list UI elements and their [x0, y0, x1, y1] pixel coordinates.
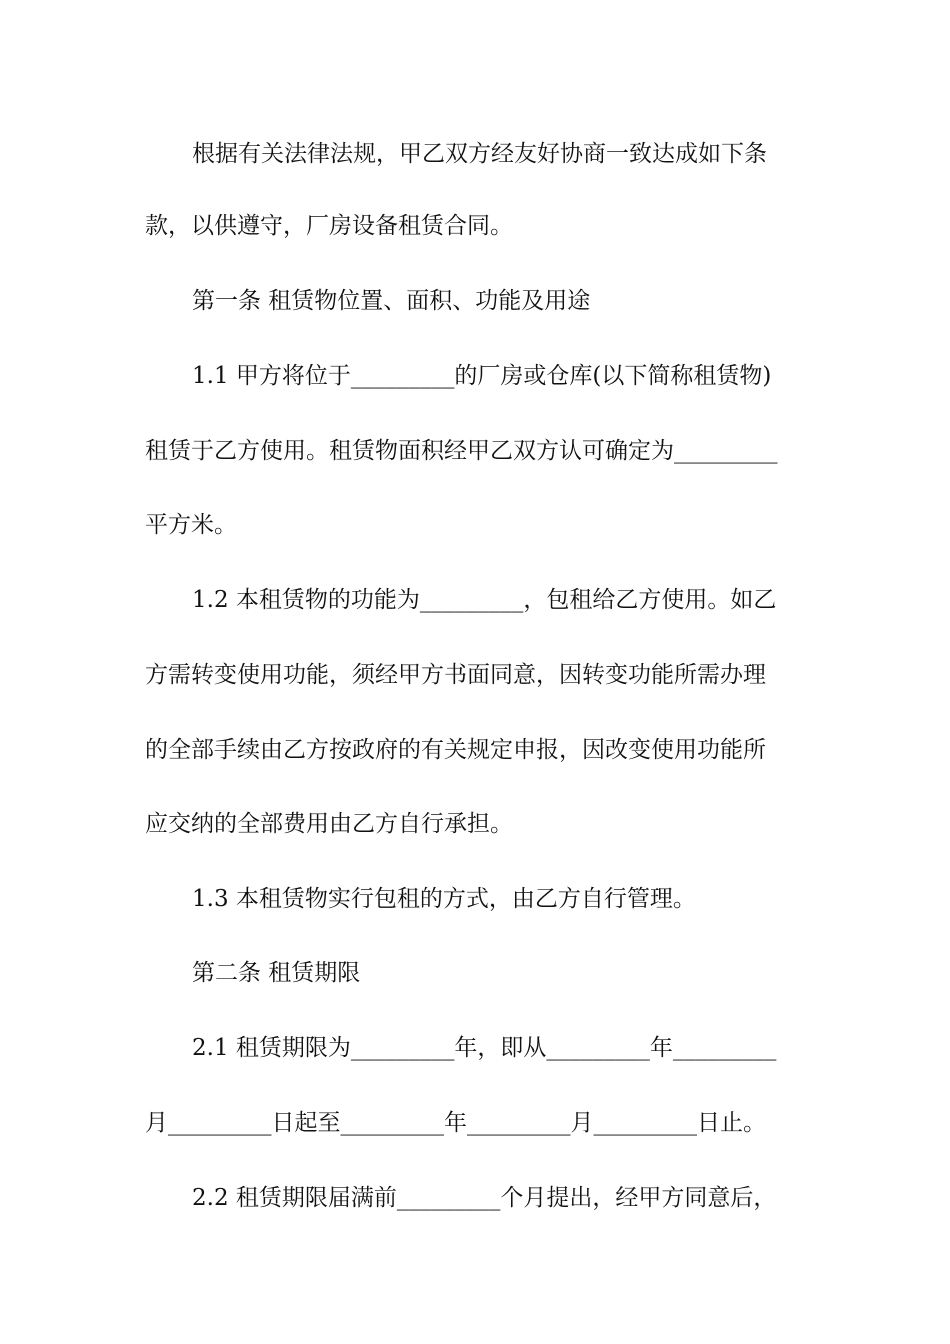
paragraph-line: 2.1 租赁期限为_________年，即从_________年_________ — [192, 1035, 777, 1061]
paragraph-line: 的全部手续由乙方按政府的有关规定申报，因改变使用功能所 — [145, 737, 766, 763]
paragraph-line: 应交纳的全部费用由乙方自行承担。 — [145, 811, 513, 837]
paragraph-line: 方需转变使用功能，须经甲方书面同意，因转变功能所需办理 — [145, 662, 766, 688]
paragraph-line: 根据有关法律法规，甲乙双方经友好协商一致达成如下条 — [192, 141, 767, 167]
paragraph-line: 款，以供遵守，厂房设备租赁合同。 — [145, 213, 513, 239]
paragraph-line: 2.2 租赁期限届满前_________个月提出，经甲方同意后， — [192, 1185, 777, 1211]
paragraph-line: 租赁于乙方使用。租赁物面积经甲乙双方认可确定为_________ — [145, 438, 778, 464]
paragraph-line: 月_________日起至_________年_________月_________日止。 — [145, 1110, 766, 1136]
paragraph-line: 1.1 甲方将位于_________的厂房或仓库(以下简称租赁物) — [192, 363, 772, 389]
article-heading: 第二条 租赁期限 — [192, 960, 361, 986]
paragraph-line: 1.3 本租赁物实行包租的方式，由乙方自行管理。 — [192, 886, 696, 912]
paragraph-line: 1.2 本租赁物的功能为_________，包租给乙方使用。如乙 — [192, 587, 777, 613]
article-heading: 第一条 租赁物位置、面积、功能及用途 — [192, 288, 591, 314]
paragraph-line: 平方米。 — [145, 512, 237, 538]
